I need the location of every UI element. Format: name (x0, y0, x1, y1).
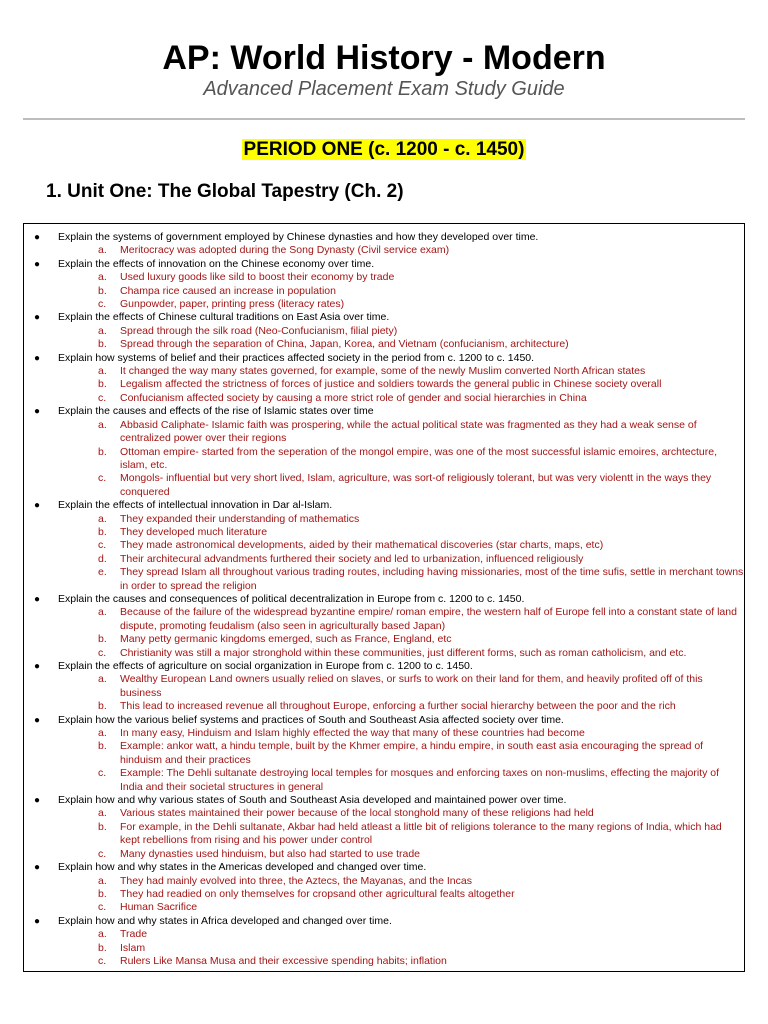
topic-item (24, 593, 744, 660)
topic-item (24, 405, 744, 499)
bullet-icon: ● (34, 352, 41, 364)
sub-item-marker: c. (98, 767, 107, 780)
topic-text: Explain how the various belief systems and practices of South and Southeast Asia affected society over time. (58, 713, 564, 726)
sub-list (58, 606, 744, 660)
sub-item-marker: c. (98, 646, 107, 659)
sub-item (58, 338, 744, 351)
sub-item (58, 378, 744, 391)
sub-item (58, 740, 744, 767)
sub-item-marker: b. (98, 887, 107, 900)
sub-item-marker: b. (98, 820, 107, 833)
period-heading (0, 138, 768, 163)
sub-item (58, 392, 744, 405)
topic-text: Explain the effects of innovation on the Chinese economy over time. (58, 257, 375, 270)
sub-item (58, 446, 744, 473)
sub-item-text: They expanded their understanding of mathematics (120, 512, 360, 525)
sub-item-marker: a. (98, 928, 107, 941)
sub-item-marker: c. (98, 901, 107, 914)
sub-item-text: Rulers Like Mansa Musa and their excessive spending habits; inflation (120, 954, 447, 967)
sub-list (58, 673, 744, 713)
bullet-icon: ● (34, 258, 41, 270)
sub-item-text: It changed the way many states governed, for example, some of the newly Muslim converted North African states (120, 365, 646, 378)
sub-item (58, 875, 744, 888)
bullet-icon: ● (34, 312, 41, 324)
sub-item (58, 821, 744, 848)
topic-text: Explain how and why states in the Americas developed and changed over time. (58, 861, 427, 874)
sub-item (58, 539, 744, 552)
sub-item (58, 901, 744, 914)
sub-item-marker: c. (98, 298, 107, 311)
sub-list (58, 271, 744, 311)
sub-item-text: Human Sacrifice (120, 901, 198, 914)
sub-item-marker: b. (98, 633, 107, 646)
sub-item-text: They made astronomical developments, aided by their mathematical discoveries (star charts, maps, etc) (120, 539, 604, 552)
sub-item-marker: a. (98, 365, 107, 378)
sub-item-marker: b. (98, 378, 107, 391)
sub-item-text: Because of the failure of the widespread byzantine empire/ roman empire, the western half of Europe fell into a constant state of land dispute, promoting feudalism (also seen in agriculturally based Japan) (120, 606, 737, 632)
sub-list (58, 727, 744, 794)
sub-item-marker: a. (98, 418, 107, 431)
sub-item-text: They had readied on only themselves for cropsand other agricultural fealts altogether (120, 887, 515, 900)
period-heading-text: PERIOD ONE (c. 1200 - c. 1450) (243, 139, 525, 160)
sub-item (58, 285, 744, 298)
sub-item-text: Meritocracy was adopted during the Song Dynasty (Civil service exam) (120, 244, 450, 257)
topic-item (24, 352, 744, 406)
sub-item-text: Confucianism affected society by causing a more strict role of gender and social hierarchies in China (120, 391, 587, 404)
sub-item (58, 727, 744, 740)
sub-item (58, 526, 744, 539)
topic-text: Explain the effects of Chinese cultural traditions on East Asia over time. (58, 311, 390, 324)
topic-text: Explain the effects of agriculture on social organization in Europe from c. 1200 to c. 1450. (58, 660, 473, 672)
sub-item (58, 928, 744, 941)
sub-item-text: Used luxury goods like sild to boost their economy by trade (120, 271, 395, 284)
sub-item (58, 673, 744, 700)
topic-text: Explain how and why states in Africa developed and changed over time. (58, 914, 392, 927)
topic-item (24, 861, 744, 915)
topic-item (24, 499, 744, 593)
sub-list (58, 513, 744, 593)
sub-item-text: Champa rice caused an increase in population (120, 284, 336, 297)
sub-item-marker: a. (98, 874, 107, 887)
sub-item-text: Wealthy European Land owners usually relied on slaves, or surfs to work on their land for them, and heavily profited off of this business (120, 673, 703, 699)
sub-item-marker: a. (98, 606, 107, 619)
sub-item-text: Trade (120, 928, 148, 941)
sub-list (58, 325, 744, 352)
topic-text: Explain how systems of belief and their practices affected society in the period from c. 1200 to c. 1450. (58, 351, 535, 364)
sub-item (58, 807, 744, 820)
sub-item (58, 700, 744, 713)
bullet-icon: ● (34, 661, 41, 672)
sub-list (58, 419, 744, 499)
sub-item (58, 472, 744, 499)
sub-item-marker: c. (98, 391, 107, 404)
sub-item-marker: b. (98, 525, 107, 538)
topic-text: Explain the effects of intellectual innovation in Dar al-Islam. (58, 499, 333, 512)
sub-item-marker: a. (98, 512, 107, 525)
sub-item-marker: c. (98, 847, 107, 860)
document-subtitle: Advanced Placement Exam Study Guide (203, 78, 565, 100)
sub-item (58, 606, 744, 633)
sub-item-marker: a. (98, 673, 107, 686)
sub-list (58, 244, 744, 257)
bullet-icon: ● (34, 915, 41, 927)
sub-item (58, 244, 744, 257)
sub-item (58, 566, 744, 593)
sub-item-text: Spread through the separation of China, Japan, Korea, and Vietnam (confucianism, architecture) (120, 338, 569, 351)
sub-item-text: They spread Islam all throughout various trading routes, including having missionaries, most of the time sufis, settle in merchant towns in order to spread the religion (120, 566, 744, 592)
topic-text: Explain the causes and effects of the rise of Islamic states over time (58, 405, 374, 418)
sub-item-text: Spread through the silk road (Neo-Confucianism, filial piety) (120, 324, 398, 337)
topic-text: Explain the systems of government employed by Chinese dynasties and how they developed over time. (58, 231, 539, 243)
sub-item (58, 888, 744, 901)
topic-item (24, 311, 744, 351)
sub-item-text: Legalism affected the strictness of forces of justice and soldiers towards the general public in Chinese society overall (120, 378, 662, 391)
sub-item-marker: b. (98, 740, 107, 753)
sub-item-text: Abbasid Caliphate- Islamic faith was prospering, while the actual political state was fragmented as they had a weak sense of centralized power over their regions (120, 418, 697, 445)
sub-item-text: Example: The Dehli sultanate destroying local temples for mosques and enforcing taxes on non-muslims, effecting the majority of India and their societal structures in general (120, 767, 720, 793)
sub-item (58, 553, 744, 566)
sub-item (58, 955, 744, 968)
sub-item (58, 365, 744, 378)
sub-item-text: Islam (120, 941, 146, 954)
sub-item (58, 298, 744, 311)
sub-item-marker: b. (98, 941, 107, 954)
sub-list (58, 365, 744, 405)
sub-item-marker: c. (98, 539, 107, 552)
sub-item-marker: b. (98, 284, 107, 297)
sub-item-text: This lead to increased revenue all throughout Europe, enforcing a further social hierarchy between the poor and the rich (120, 700, 676, 713)
sub-item-marker: d. (98, 552, 107, 565)
sub-item (58, 419, 744, 446)
sub-item (58, 513, 744, 526)
sub-item (58, 633, 744, 646)
bullet-icon: ● (34, 232, 41, 243)
topic-item (24, 258, 744, 312)
sub-item-marker: a. (98, 727, 107, 740)
sub-item (58, 848, 744, 861)
sub-item-marker: b. (98, 700, 107, 713)
sub-item (58, 767, 744, 794)
document-title: AP: World History - Modern (162, 39, 606, 77)
sub-item-marker: b. (98, 338, 107, 351)
topic-item (24, 660, 744, 714)
sub-item (58, 271, 744, 284)
bullet-icon: ● (34, 500, 41, 512)
bullet-icon: ● (34, 795, 41, 807)
sub-item-text: They developed much literature (120, 525, 268, 538)
topics-list (24, 231, 744, 968)
unit-heading: 1. Unit One: The Global Tapestry (Ch. 2) (46, 181, 404, 202)
topic-item (24, 794, 744, 861)
sub-item (58, 325, 744, 338)
topics-box (23, 223, 745, 972)
topic-text: Explain how and why various states of South and Southeast Asia developed and maintained power over time. (58, 794, 567, 807)
sub-item-text: Example: ankor watt, a hindu temple, built by the Khmer empire, a hindu empire, in south east asia encouraging the spread of hinduism and their practices (120, 740, 704, 766)
sub-item-marker: c. (98, 954, 107, 967)
sub-item-text: Mongols- influential but very short lived, Islam, agriculture, was sort-of religiously tolerant, but was very violentt in the ways they conquered (120, 472, 712, 498)
sub-item-text: For example, in the Dehli sultanate, Akbar had held atleast a little bit of religions tolerance to the many regions of India, which had kept rebellions from rising and his power under control (120, 820, 722, 847)
sub-item-marker: a. (98, 324, 107, 337)
sub-item-text: Ottoman empire- started from the seperation of the mongol empire, was one of the most successful islamic emoires, archtecture, islam, etc. (120, 445, 718, 471)
sub-list (58, 928, 744, 968)
header-divider (23, 118, 745, 120)
bullet-icon: ● (34, 406, 41, 418)
sub-item-text: Gunpowder, paper, printing press (literacy rates) (120, 298, 345, 311)
topic-text: Explain the causes and consequences of political decentralization in Europe from c. 1200 to c. 1450. (58, 592, 525, 605)
sub-item-marker: a. (98, 244, 107, 257)
bullet-icon: ● (34, 714, 41, 726)
sub-item-marker: a. (98, 807, 107, 820)
sub-item-marker: e. (98, 566, 107, 579)
topic-item (24, 231, 744, 258)
sub-item-text: Various states maintained their power because of the local stonghold many of these religions had held (120, 807, 594, 820)
sub-list (58, 875, 744, 915)
bullet-icon: ● (34, 862, 41, 874)
sub-item-marker: b. (98, 445, 107, 458)
sub-list (58, 807, 744, 861)
sub-item-text: In many easy, Hinduism and Islam highly effected the way that many of these countries had become (120, 727, 585, 740)
sub-item (58, 647, 744, 660)
sub-item (58, 942, 744, 955)
sub-item-marker: c. (98, 472, 107, 485)
sub-item-text: They had mainly evolved into three, the Aztecs, the Mayanas, and the Incas (120, 874, 472, 887)
sub-item-marker: a. (98, 271, 107, 284)
sub-item-text: Many petty germanic kingdoms emerged, such as France, England, etc (120, 633, 452, 646)
topic-item (24, 714, 744, 794)
bullet-icon: ● (34, 593, 41, 605)
sub-item-text: Their architecural advandments furthered their society and led to urbanization, influenced religiously (120, 552, 584, 565)
topic-item (24, 915, 744, 969)
sub-item-text: Christianity was still a major stronghold within these communities, just different forms, such as roman catholicism, and etc. (120, 646, 687, 659)
sub-item-text: Many dynasties used hinduism, but also had started to use trade (120, 847, 421, 860)
